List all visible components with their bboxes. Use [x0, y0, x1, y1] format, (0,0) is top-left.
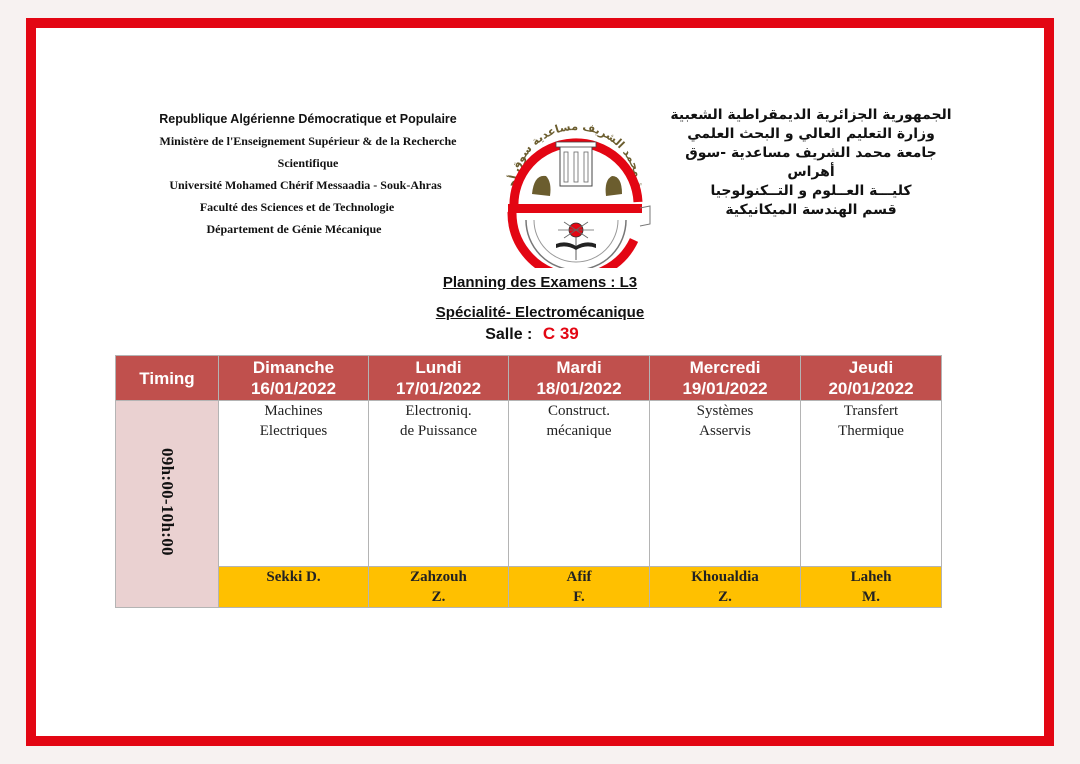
professor-line: Z. — [431, 589, 446, 605]
subject-line: Electroniq. — [405, 403, 472, 419]
university-logo-icon — [494, 112, 658, 268]
day-header — [369, 356, 509, 401]
subject-line: Machines — [264, 403, 323, 419]
professor-line: Z. — [718, 589, 732, 605]
header-french — [130, 108, 486, 240]
professor-cell — [801, 567, 942, 608]
day-name: Lundi — [415, 358, 462, 377]
header-ar-republic: الجمهورية الجزائرية الديمقراطية الشعبية — [670, 107, 952, 123]
subject-line: Construct. — [547, 403, 611, 419]
header-ar-university: جامعة محمد الشريف مساعدية -سوق أهراس — [685, 145, 937, 180]
professor-cell — [509, 567, 650, 608]
professor-line: Khoualdia — [691, 569, 759, 585]
timing-header: Timing — [116, 356, 219, 401]
subject-line: Electriques — [259, 423, 328, 439]
header-fr-republic: Republique Algérienne Démocratique et Populaire — [159, 112, 457, 126]
subject-cell — [650, 401, 801, 567]
subject-line: mécanique — [546, 423, 612, 439]
day-header — [650, 356, 801, 401]
room-line — [324, 324, 740, 345]
header-fr-ministry-cont: Scientifique — [277, 156, 339, 170]
header-ar-faculty: كليـــة العــلوم و التــكنولوجيا — [710, 183, 912, 199]
professor-line: Laheh — [850, 569, 892, 585]
subject-row — [116, 401, 942, 567]
professor-line: Zahzouh — [410, 569, 467, 585]
title-block — [340, 270, 740, 345]
subject-line: Transfert — [843, 403, 899, 419]
speciality-title: Spécialité- Electromécanique — [435, 304, 645, 321]
subject-line: de Puissance — [399, 423, 478, 439]
header-ar-department: قسم الهندسة الميكانيكية — [725, 202, 897, 218]
day-date: 16/01/2022 — [250, 379, 337, 398]
timing-cell — [116, 401, 219, 608]
subject-line: Asservis — [699, 423, 751, 439]
professor-line: M. — [862, 589, 880, 605]
header-fr-ministry: Ministère de l'Enseignement Supérieur & de la Recherche — [159, 134, 457, 148]
day-header — [509, 356, 650, 401]
day-date: 19/01/2022 — [682, 379, 768, 398]
header-arabic — [665, 106, 957, 220]
day-name: Jeudi — [848, 358, 894, 377]
subject-cell — [219, 401, 369, 567]
day-date: 20/01/2022 — [828, 379, 914, 398]
professor-line: Afif — [566, 569, 592, 585]
day-name: Mercredi — [689, 358, 761, 377]
subject-line: Systèmes — [696, 403, 754, 419]
header-fr-department: Département de Génie Mécanique — [206, 222, 382, 236]
subject-cell — [369, 401, 509, 567]
header-ar-ministry: وزارة التعليم العالي و البحث العلمي — [687, 126, 935, 142]
professor-cell — [219, 567, 369, 608]
header-fr-university: Université Mohamed Chérif Messaadia - Souk-Ahras — [169, 178, 442, 192]
room-label: Salle : — [485, 326, 533, 343]
professor-cell — [369, 567, 509, 608]
professor-line: F. — [573, 589, 585, 605]
day-header — [801, 356, 942, 401]
room-value: C 39 — [542, 324, 579, 343]
subject-cell — [509, 401, 650, 567]
timing-value: 09h:00-10h:00 — [158, 447, 177, 556]
professor-cell — [650, 567, 801, 608]
day-name: Mardi — [556, 358, 602, 377]
header-fr-faculty: Faculté des Sciences et de Technologie — [199, 200, 395, 214]
day-name: Dimanche — [252, 358, 335, 377]
table-header-row — [116, 356, 942, 401]
day-date: 18/01/2022 — [536, 379, 622, 398]
logo-arc-text: ة محمد الشريف مساعدية سوق أه — [505, 119, 647, 189]
exam-schedule-table — [115, 355, 942, 608]
day-date: 17/01/2022 — [395, 379, 482, 398]
professor-row — [116, 567, 942, 608]
planning-title: Planning des Examens : L3 — [442, 274, 638, 291]
subject-cell — [801, 401, 942, 567]
day-header — [219, 356, 369, 401]
subject-line: Thermique — [838, 423, 904, 439]
professor-line: Sekki D. — [266, 569, 321, 585]
